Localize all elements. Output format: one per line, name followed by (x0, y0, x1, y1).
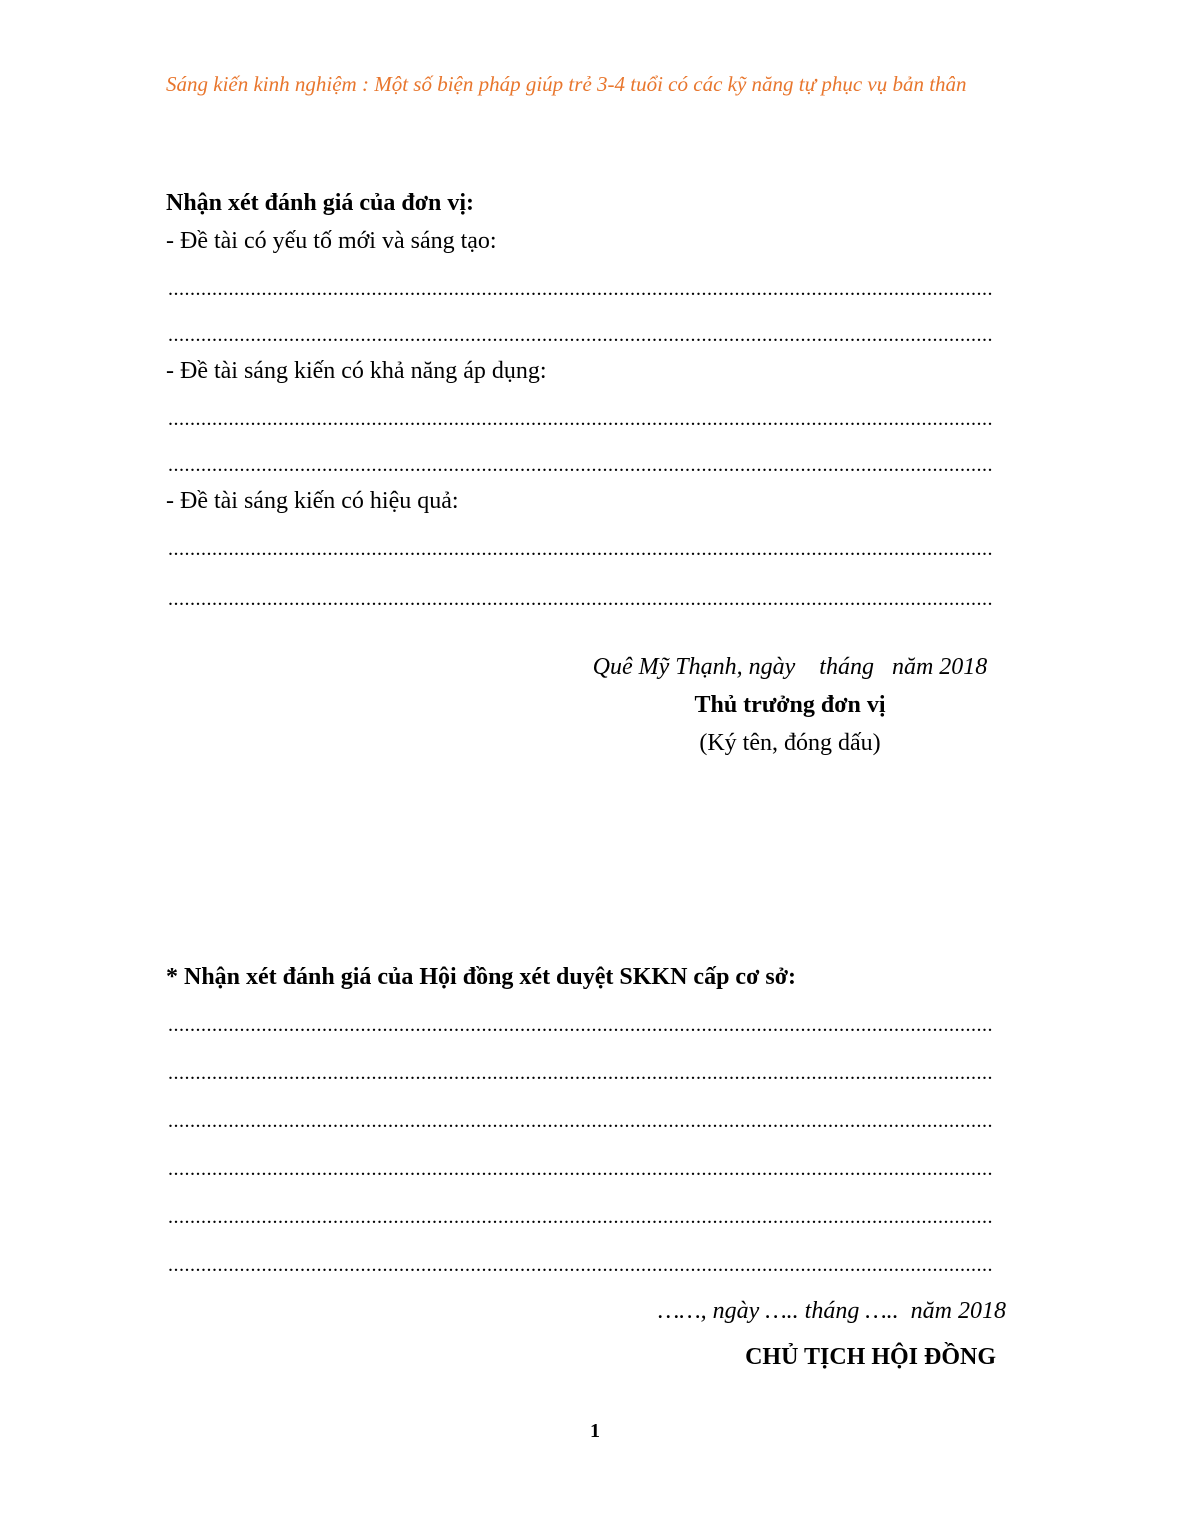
answer-line (168, 1252, 992, 1278)
answer-line (168, 586, 992, 612)
answer-line (168, 406, 992, 432)
criterion-effectiveness-label: - Đề tài sáng kiến có hiệu quả: (166, 488, 459, 514)
criterion-novelty-label: - Đề tài có yếu tố mới và sáng tạo: (166, 228, 497, 254)
document-header: Sáng kiến kinh nghiệm : Một số biện pháp giúp trẻ 3-4 tuổi có các kỹ năng tự phục vụ bản thân (166, 72, 967, 96)
answer-line (168, 1060, 992, 1086)
answer-line (168, 452, 992, 478)
answer-line (168, 1204, 992, 1230)
answer-line (168, 322, 992, 348)
council-chair-title: CHỦ TỊCH HỘI ĐỒNG (745, 1344, 996, 1370)
answer-line (168, 1156, 992, 1182)
answer-line (168, 1012, 992, 1038)
unit-signer-title: Thủ trưởng đơn vị (694, 692, 886, 718)
criterion-applicability-label: - Đề tài sáng kiến có khả năng áp dụng: (166, 358, 547, 384)
unit-signer-note: (Ký tên, đóng dấu) (699, 730, 881, 756)
answer-line (168, 1108, 992, 1134)
answer-line (168, 276, 992, 302)
council-review-heading: * Nhận xét đánh giá của Hội đồng xét duyệt SKKN cấp cơ sở: (166, 964, 796, 990)
place-date: Quê Mỹ Thạnh, ngày tháng năm 2018 (592, 654, 988, 680)
answer-line (168, 536, 992, 562)
page-number: 1 (590, 1420, 600, 1442)
unit-review-heading: Nhận xét đánh giá của đơn vị: (166, 190, 475, 216)
council-date-line: ……, ngày ….. tháng ….. năm 2018 (657, 1298, 1006, 1324)
